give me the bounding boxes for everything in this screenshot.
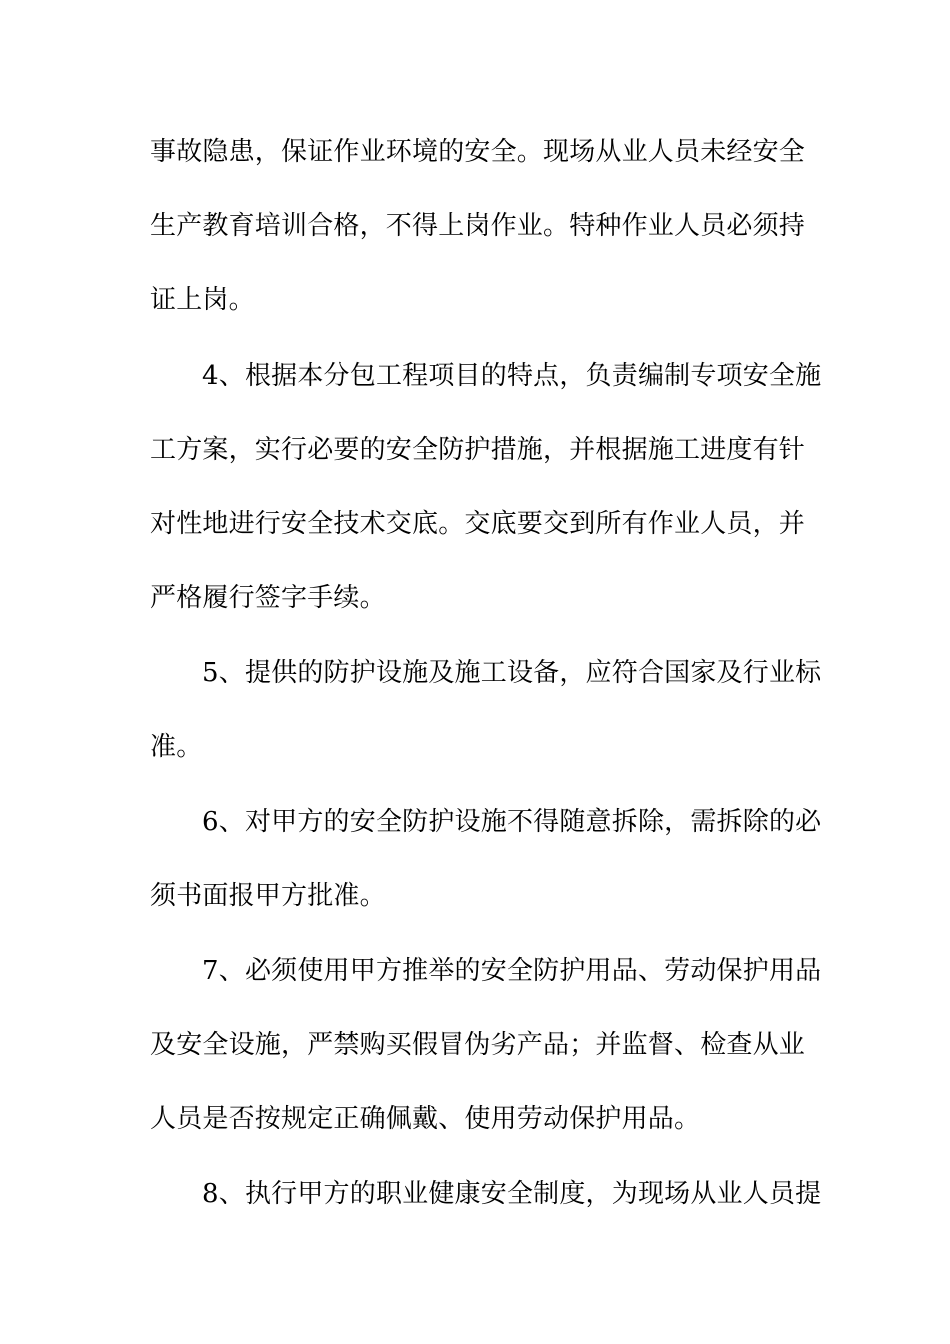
text-line: 工方案，实行必要的安全防护措施，并根据施工进度有针 bbox=[150, 435, 806, 465]
text-line: 对性地进行安全技术交底。交底要交到所有作业人员，并 bbox=[150, 509, 806, 539]
paragraph-8-line: 8、执行甲方的职业健康安全制度，为现场从业人员提 bbox=[202, 1179, 822, 1209]
text-line: 证上岗。 bbox=[150, 285, 255, 315]
text-line: 人员是否按规定正确佩戴、使用劳动保护用品。 bbox=[150, 1104, 701, 1134]
text-line: 准。 bbox=[150, 732, 203, 762]
text-line: 生产教育培训合格，不得上岗作业。特种作业人员必须持 bbox=[150, 211, 806, 241]
text-line: 须书面报甲方批准。 bbox=[150, 881, 386, 911]
paragraph-6-line: 6、对甲方的安全防护设施不得随意拆除，需拆除的必 bbox=[202, 807, 822, 837]
text-line: 及安全设施，严禁购买假冒伪劣产品；并监督、检查从业 bbox=[150, 1030, 806, 1060]
paragraph-7-line: 7、必须使用甲方推举的安全防护用品、劳动保护用品 bbox=[202, 956, 822, 986]
paragraph-5-line: 5、提供的防护设施及施工设备，应符合国家及行业标 bbox=[202, 658, 822, 688]
paragraph-4-line: 4、根据本分包工程项目的特点，负责编制专项安全施 bbox=[202, 361, 822, 391]
text-line: 事故隐患，保证作业环境的安全。现场从业人员未经安全 bbox=[150, 137, 806, 167]
text-line: 严格履行签字手续。 bbox=[150, 583, 386, 613]
